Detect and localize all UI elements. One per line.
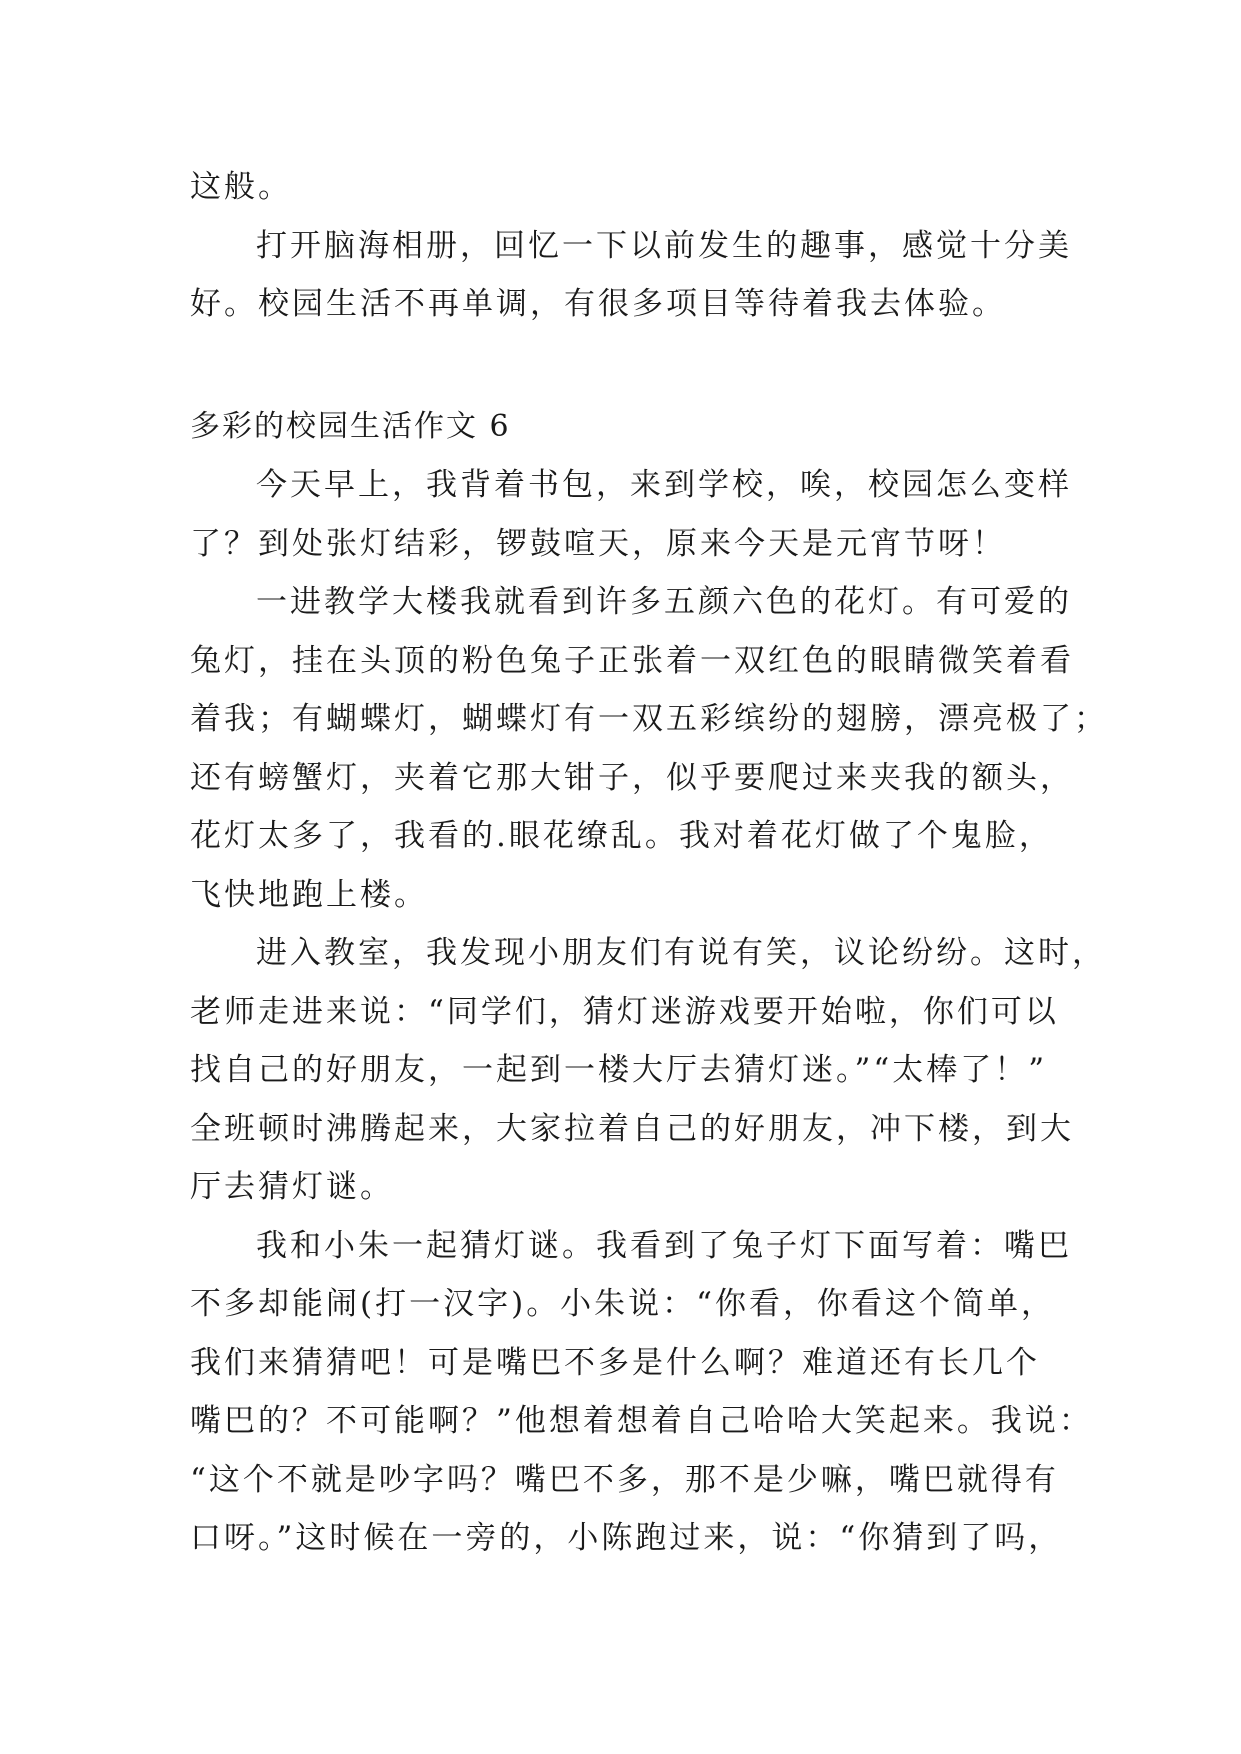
- text-line: 今天早上，我背着书包，来到学校，唉，校园怎么变样: [256, 467, 1072, 503]
- text-line: “这个不就是吵字吗？嘴巴不多，那不是少嘛，嘴巴就得有: [190, 1461, 1059, 1498]
- text-line: 找自己的好朋友，一起到一楼大厅去猜灯迷。”“太棒了！”: [190, 1052, 1048, 1088]
- paragraph-1: [190, 456, 1072, 573]
- text-line: 嘴巴的？不可能啊？”他想着想着自己哈哈大笑起来。我说：: [190, 1403, 1093, 1439]
- text-line: 我和小朱一起猜灯谜。我看到了兔子灯下面写着：嘴巴: [256, 1227, 1072, 1264]
- text-line: 还有螃蟹灯，夹着它那大钳子，似乎要爬过来夹我的额头，: [190, 759, 1074, 796]
- text-line: 不多却能闹(打一汉字)。小朱说：“你看，你看这个简单，: [190, 1286, 1056, 1322]
- paragraph-2: [190, 573, 1108, 924]
- text-line: 口呀。”这时候在一旁的，小陈跑过来，说：“你猜到了吗，: [190, 1520, 1063, 1556]
- text-line: 着我；有蝴蝶灯，蝴蝶灯有一双五彩缤纷的翅膀，漂亮极了；: [190, 701, 1108, 737]
- text-line: 飞快地跑上楼。: [190, 876, 428, 913]
- text-line: 一进教学大楼我就看到许多五颜六色的花灯。有可爱的: [256, 584, 1072, 620]
- paragraph-prev-tail: [190, 158, 1050, 217]
- text-line: 兔灯，挂在头顶的粉色兔子正张着一双红色的眼睛微笑着看: [190, 642, 1074, 679]
- document-page: [190, 158, 1108, 1568]
- text-line: 全班顿时沸腾起来，大家拉着自己的好朋友，冲下楼，到大: [190, 1110, 1074, 1147]
- text-line: 花灯太多了，我看的.眼花缭乱。我对着花灯做了个鬼脸，: [190, 818, 1053, 854]
- text-line: 厅去猜灯谜。: [190, 1169, 394, 1205]
- text-line: 了？到处张灯结彩，锣鼓喧天，原来今天是元宵节呀！: [190, 525, 1006, 562]
- text-line: 打开脑海相册，回忆一下以前发生的趣事，感觉十分美: [256, 227, 1072, 264]
- section-gap: [190, 334, 1050, 398]
- section-heading: 多彩的校园生活作文 6: [190, 408, 511, 444]
- text-line: 这般。: [190, 169, 292, 205]
- text-line: 老师走进来说：“同学们，猜灯迷游戏要开始啦，你们可以: [190, 993, 1059, 1030]
- paragraph-4: [190, 1217, 1093, 1568]
- paragraph-prev-last: [190, 217, 1072, 334]
- text-line: 我们来猜猜吧！可是嘴巴不多是什么啊？难道还有长几个: [190, 1344, 1040, 1381]
- text-line: 好。校园生活不再单调，有很多项目等待着我去体验。: [190, 286, 1006, 322]
- text-line: 进入教室，我发现小朋友们有说有笑，议论纷纷。这时，: [256, 935, 1106, 971]
- paragraph-3: [190, 924, 1106, 1217]
